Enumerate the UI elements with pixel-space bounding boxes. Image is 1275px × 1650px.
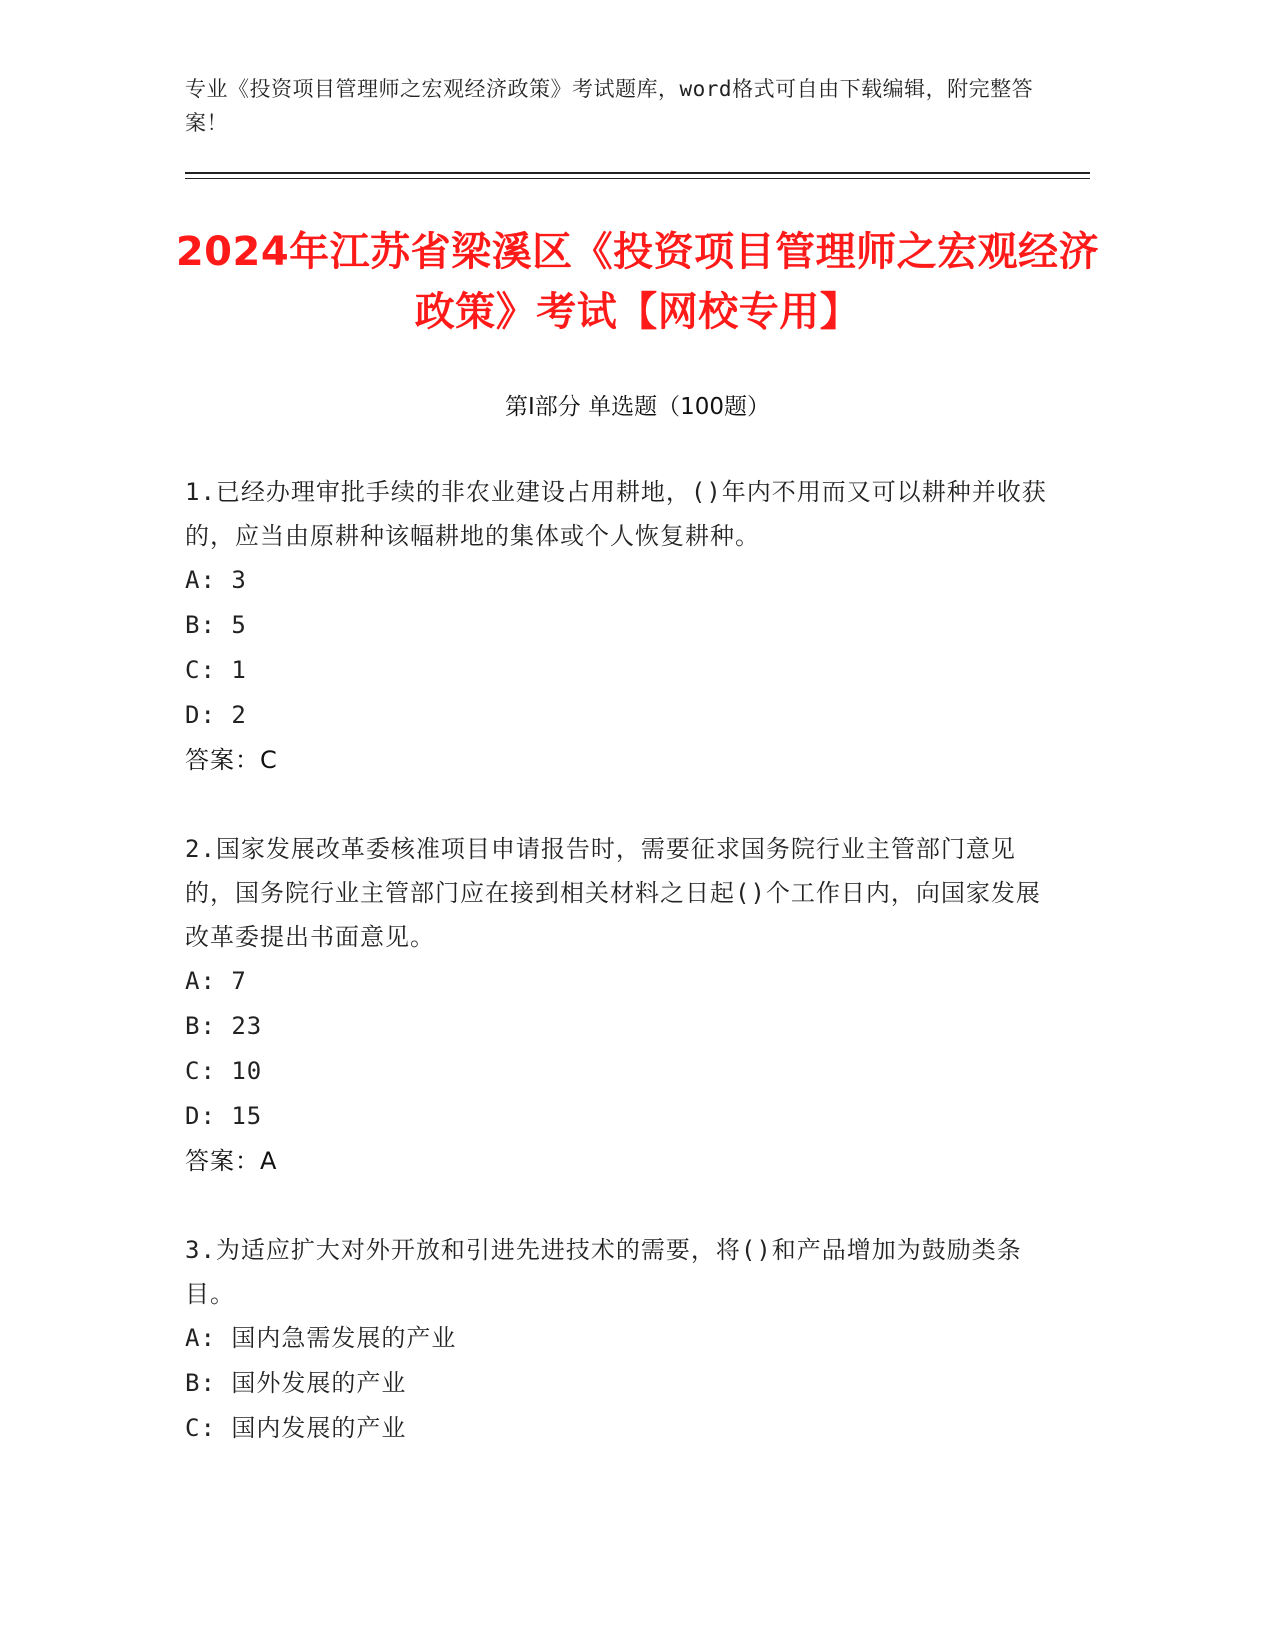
answer: 答案：A — [185, 1147, 278, 1175]
question-stem: 1.已经办理审批手续的非农业建设占用耕地，()年内不用而又可以耕种并收获的，应当由原耕种该幅耕地的集体或个人恢复耕种。 — [185, 478, 1047, 550]
question-2 — [185, 827, 1065, 1184]
header-divider-bottom — [185, 178, 1090, 179]
option-c: C: 国内发展的产业 — [185, 1414, 407, 1442]
header-divider-top — [185, 172, 1090, 174]
document-title: 2024年江苏省梁溪区《投资项目管理师之宏观经济政策》考试【网校专用】 — [175, 229, 1100, 335]
question-3 — [185, 1228, 1065, 1451]
question-stem: 3.为适应扩大对外开放和引进先进技术的需要，将()和产品增加为鼓励类条目。 — [185, 1236, 1022, 1308]
option-a: A: 3 — [185, 566, 247, 594]
section-title: 第Ⅰ部分 单选题（100题） — [505, 394, 770, 420]
option-a: A: 7 — [185, 967, 247, 995]
option-d: D: 15 — [185, 1102, 263, 1130]
option-b: B: 国外发展的产业 — [185, 1369, 407, 1397]
header-note: 专业《投资项目管理师之宏观经济政策》考试题库，word格式可自由下载编辑，附完整答案！ — [185, 77, 1034, 135]
question-1 — [185, 470, 1065, 783]
question-list — [185, 470, 1065, 1495]
answer: 答案：C — [185, 746, 278, 774]
option-b: B: 23 — [185, 1012, 263, 1040]
question-stem: 2.国家发展改革委核准项目申请报告时，需要征求国务院行业主管部门意见的，国务院行业主管部门应在接到相关材料之日起()个工作日内，向国家发展改革委提出书面意见。 — [185, 835, 1041, 951]
option-a: A: 国内急需发展的产业 — [185, 1324, 457, 1352]
option-d: D: 2 — [185, 701, 247, 729]
option-c: C: 10 — [185, 1057, 263, 1085]
option-b: B: 5 — [185, 611, 247, 639]
option-c: C: 1 — [185, 656, 247, 684]
